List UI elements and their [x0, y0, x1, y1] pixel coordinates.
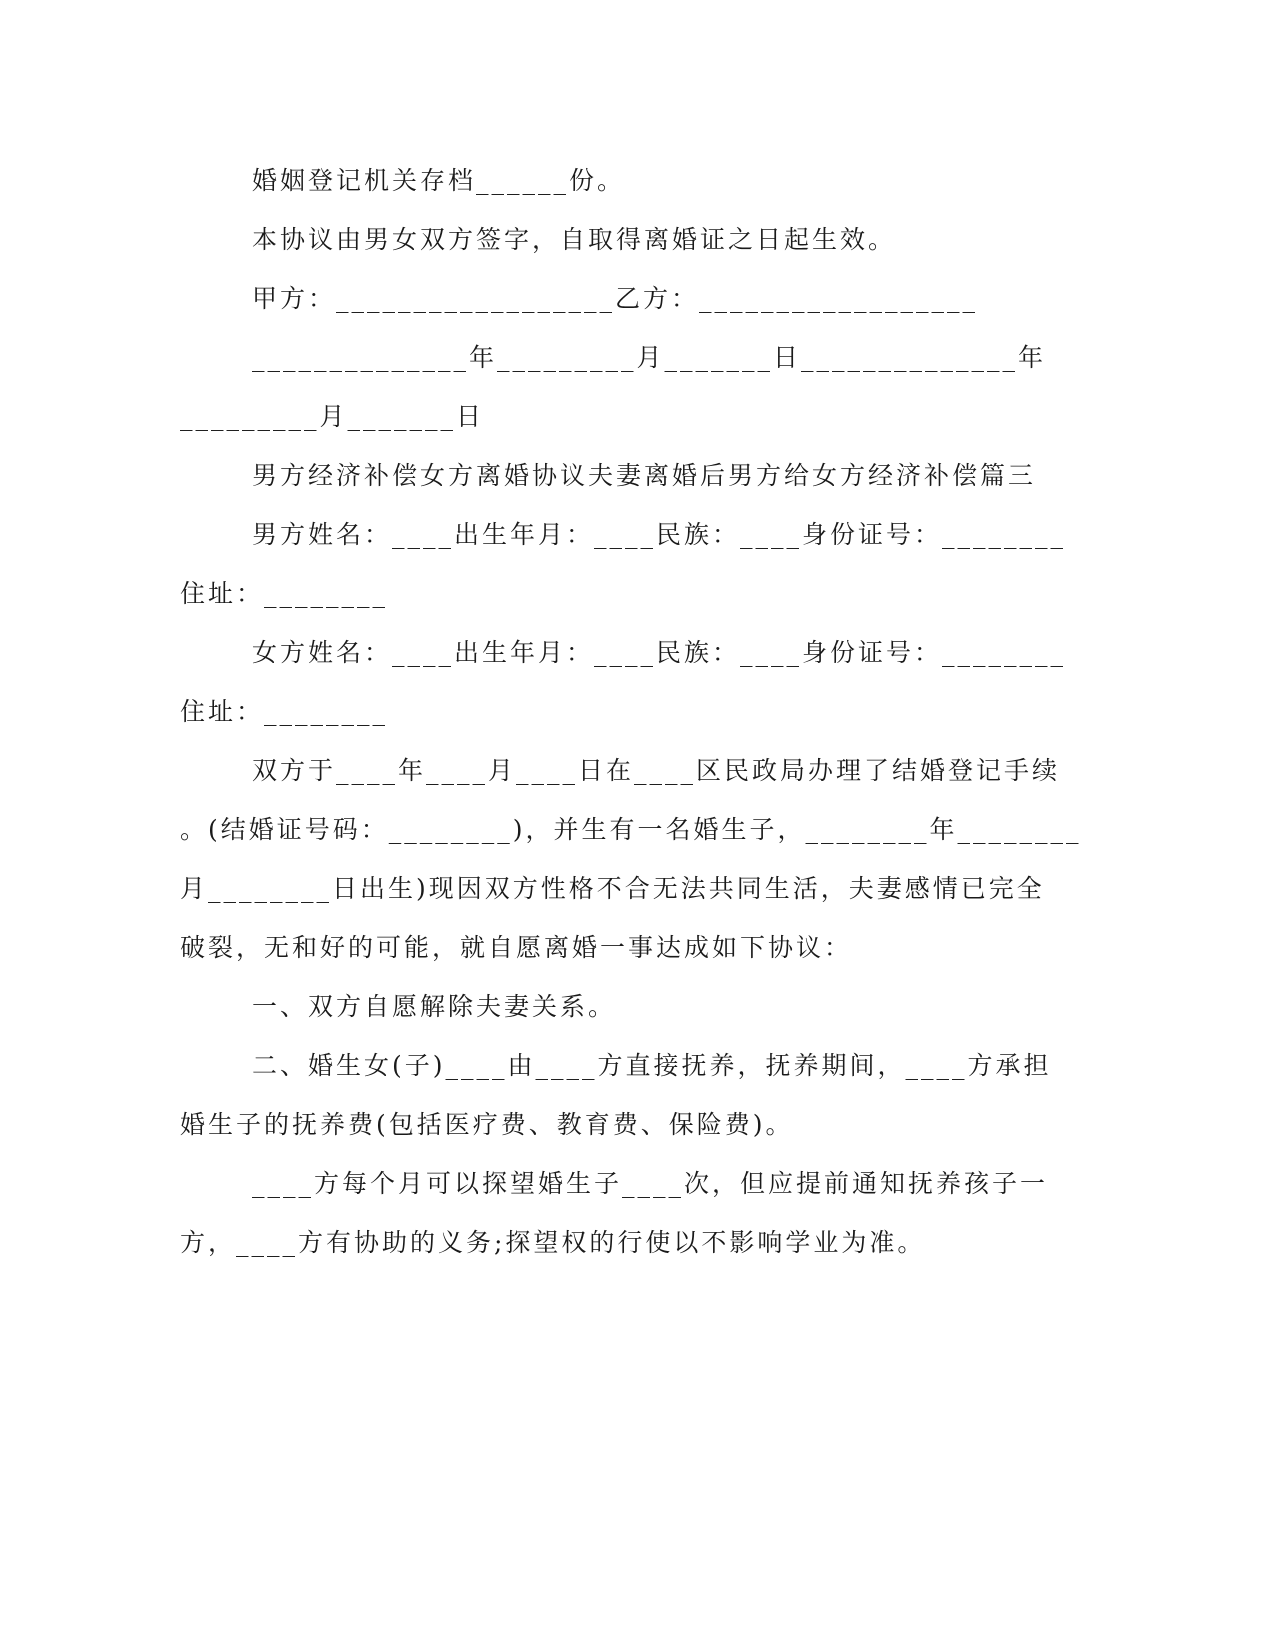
- text-line: 婚生子的抚养费(包括医疗费、教育费、保险费)。: [180, 1110, 794, 1139]
- text-line: 方，____方有协助的义务;探望权的行使以不影响学业为准。: [180, 1228, 926, 1257]
- text-line: 。(结婚证号码：________)，并生有一名婚生子，________年________: [180, 815, 1082, 844]
- text-line: ____方每个月可以探望婚生子____次，但应提前通知抚养孩子一: [252, 1169, 1049, 1198]
- text-line: 女方姓名：____出生年月：____民族：____身份证号：________: [252, 638, 1067, 667]
- text-line: 月________日出生)现因双方性格不合无法共同生活，夫妻感情已完全: [180, 874, 1045, 903]
- text-line: 甲方：__________________乙方：__________________: [252, 284, 979, 313]
- text-line: 男方姓名：____出生年月：____民族：____身份证号：________: [252, 520, 1067, 549]
- text-line: 破裂，无和好的可能，就自愿离婚一事达成如下协议：: [180, 933, 853, 962]
- text-line: 双方于____年____月____日在____区民政局办理了结婚登记手续: [252, 756, 1061, 785]
- text-line: 本协议由男女双方签字，自取得离婚证之日起生效。: [252, 225, 897, 254]
- text-line: 一、双方自愿解除夫妻关系。: [252, 992, 617, 1021]
- text-line: 二、婚生女(子)____由____方直接抚养，抚养期间，____方承担: [252, 1051, 1052, 1080]
- text-line: 住址：________: [180, 579, 389, 608]
- section-heading: 男方经济补偿女方离婚协议夫妻离婚后男方给女方经济补偿篇三: [252, 461, 1037, 490]
- text-line: 住址：________: [180, 697, 389, 726]
- text-line: ______________年_________月_______日______________年: [252, 343, 1047, 372]
- text-line: _________月_______日: [180, 402, 485, 431]
- text-line: 婚姻登记机关存档______份。: [252, 166, 626, 195]
